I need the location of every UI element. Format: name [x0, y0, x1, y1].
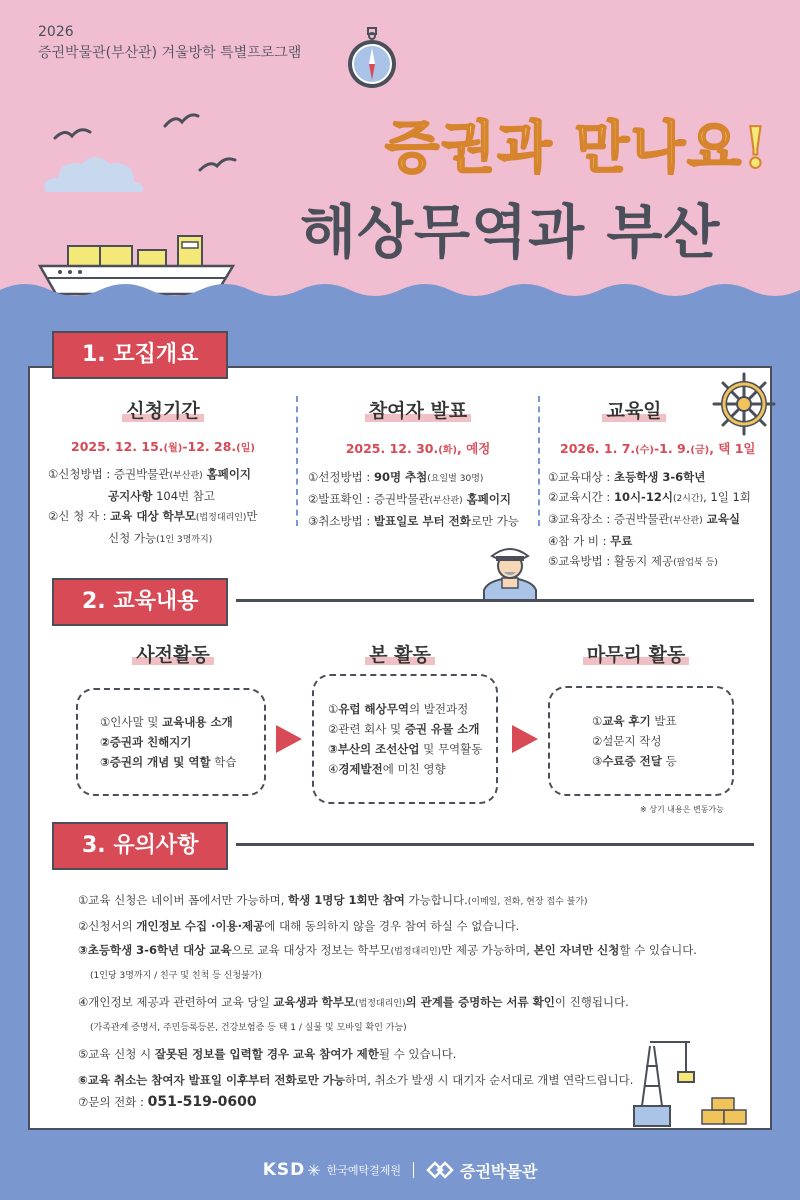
script-title: 증권과 만나요! [385, 115, 770, 181]
announce-column [302, 396, 534, 531]
section-rule [236, 599, 754, 602]
notice-3-sub: (1인당 3명까지 / 친구 및 친척 등 신청불가) [90, 971, 262, 981]
apply-date: 2025. 12. 15.(월)-12. 28.(일) [71, 439, 255, 454]
apply-column [48, 396, 278, 550]
main-activity-title: 본 활동 [369, 644, 431, 666]
header-banner [0, 0, 800, 305]
contact-phone: 051-519-0600 [147, 1094, 257, 1110]
change-note: ※ 상기 내용은 변동가능 [640, 805, 724, 814]
divider [296, 396, 298, 526]
eduday-column [544, 396, 764, 573]
compass-icon [344, 26, 400, 90]
eduday-date: 2026. 1. 7.(수)-1. 9.(금), 택 1일 [560, 441, 756, 456]
cargo-boxes-icon [700, 1096, 750, 1126]
section2-header: 2. 교육내용 [52, 578, 228, 626]
ksd-name: 한국예탁결제원 [326, 1164, 402, 1177]
sparkle-icon: ✳ [307, 1160, 321, 1180]
footer-divider [413, 1162, 414, 1178]
apply-details: ①신청방법 : 증권박물관(부산관) 홈페이지 공지사항 104번 참고 ②신 청 자 : 교육 대상 학부모(법정대리인)만 신청 가능(1인 3명까지) [48, 467, 258, 545]
cloud-icon [38, 150, 148, 196]
page-title: 해상무역과 부산 [300, 198, 721, 266]
museum-logo-icon [426, 1159, 454, 1181]
notice-1: ①교육 신청은 네이버 폼에서만 가능하며, 학생 1명당 1회만 참여 가능합니다.(이메일, 전화, 현장 접수 불가) [78, 893, 588, 907]
notice-7: ⑦문의 전화 : 051-519-0600 [78, 1094, 257, 1110]
notice-3: ③초등학생 3-6학년 대상 교육으로 교육 대상자 정보는 학부모(법정대리인)만 제공 가능하며, 본인 자녀만 신청할 수 있습니다. [78, 943, 697, 957]
notice-4-sub: (가족관계 증명서, 주민등록등본, 건강보험증 등 택 1 / 실물 및 모바일 확인 가능) [90, 1023, 407, 1033]
section1-header: 1. 모집개요 [52, 331, 228, 379]
section-rule [236, 843, 754, 846]
wave-decoration [0, 270, 800, 305]
footer [0, 1150, 800, 1190]
apply-title: 신청기간 [126, 396, 199, 423]
year-label: 2026 [38, 24, 74, 40]
post-activity-title: 마무리 활동 [586, 644, 686, 666]
main-activity-box: ①유럽 해상무역의 발전과정 ②관련 회사 및 증권 유물 소개 ③부산의 조선산업 및 무역활동 ④경제발전에 미친 영향 [312, 674, 498, 804]
program-label: 증권박물관(부산관) 겨울방학 특별프로그램 [38, 45, 302, 61]
notice-2: ②신청서의 개인정보 수집 ·이용·제공에 대해 동의하지 않을 경우 참여 하실 수 없습니다. [78, 919, 520, 933]
museum-name: 증권박물관 [460, 1161, 538, 1181]
notice-4: ④개인정보 제공과 관련하여 교육 당일 교육생과 학부모(법정대리인)의 관계를 증명하는 서류 확인이 진행됩니다. [78, 995, 629, 1009]
crane-icon [624, 1036, 700, 1128]
divider [538, 396, 540, 526]
section3-header: 3. 유의사항 [52, 822, 228, 870]
announce-title: 참여자 발표 [369, 396, 467, 423]
next-arrow-icon [512, 725, 538, 753]
eduday-details: ①교육대상 : 초등학생 3-6학년 ②교육시간 : 10시-12시(2시간), 1일 1회 ③교육장소 : 증권박물관(부산관) 교육실 ④참 가 비 : 무료 ⑤교육방법 : 활동지 제공(팝업북 등) [548, 470, 751, 568]
post-activity-box: ①교육 후기 발표 ②설문지 작성 ③수료증 전달 등 [548, 686, 734, 796]
eduday-title: 교육일 [606, 396, 661, 423]
pre-activity-box: ①인사말 및 교육내용 소개 ②증권과 친해지기 ③증권의 개념 및 역할 학습 [76, 688, 266, 796]
ksd-logo: KSD [262, 1160, 306, 1180]
announce-details: ①선정방법 : 90명 추첨(요일별 30명) ②발표확인 : 증권박물관(부산관) 홈페이지 ③취소방법 : 발표일로 부터 전화로만 가능 [308, 470, 519, 528]
sailor-icon [478, 540, 542, 602]
announce-date: 2025. 12. 30.(화), 예정 [345, 441, 491, 456]
notice-6: ⑥교육 취소는 참여자 발표일 이후부터 전화로만 가능하며, 취소가 발생 시 대기자 순서대로 개별 연락드립니다. [78, 1073, 634, 1087]
pre-activity-title: 사전활동 [136, 644, 210, 666]
notice-5: ⑤교육 신청 시 잘못된 정보를 입력할 경우 교육 참여가 제한될 수 있습니다. [78, 1047, 457, 1061]
next-arrow-icon [276, 725, 302, 753]
